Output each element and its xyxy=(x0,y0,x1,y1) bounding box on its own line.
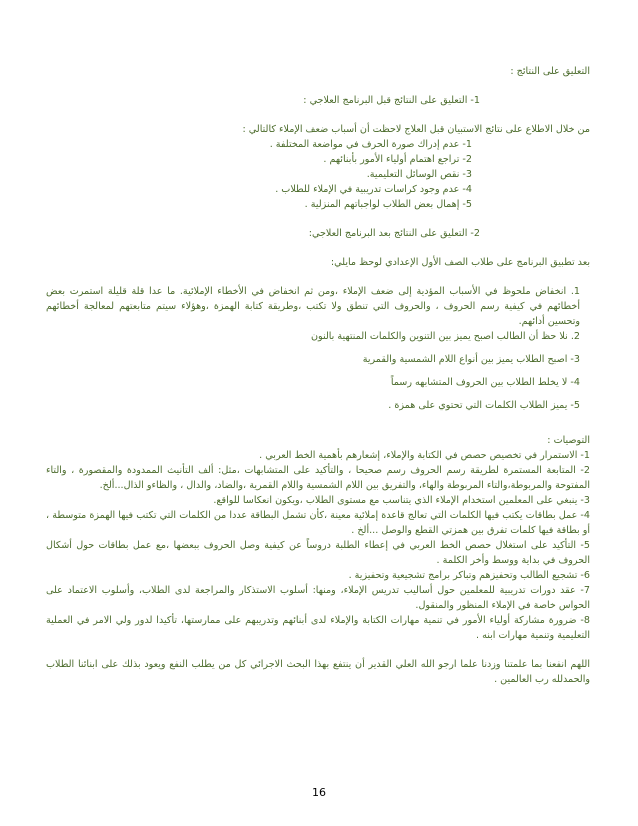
recommendation-item: 4- عمل بطاقات يكتب فيها الكلمات التي تعالج قاعدة إملائية معينة ،كأن تشمل البطاقة عددا من الكلمات التي تكتب فيها الهمزة متوسطة ، أو بطاقة فيها كلمات تفرق بين همزتي القطع والوصل ...ألخ . xyxy=(46,510,590,536)
section2-item: 4- لا يخلط الطلاب بين الحروف المتشابهه رسماً xyxy=(390,377,580,388)
section1-intro: من خلال الاطلاع على نتائج الاستبيان قبل العلاج لاحظت أن أسباب ضعف الإملاء كالتالي : xyxy=(242,124,590,135)
recommendation-item: 7- عقد دورات تدريبية للمعلمين حول أساليب تدريس الإملاء، ومنها: أسلوب الاستذكار والمراجعة لدى الطلاب، وأسلوب الاعتماد على الحواس خاصة في الإملاء المنظور والمنقول. xyxy=(46,585,590,611)
page-number: 16 xyxy=(312,786,326,799)
heading-results-comment: التعليق على النتائج : xyxy=(510,66,590,77)
recommendation-item: 2- المتابعة المستمرة لطريقة رسم الحروف رسم صحيحا ، والتأكيد على المتشابهات ،مثل: ألف التأنيث الممدودة والمقصورة ، والتاء المفتوحة والمربوطة،والتاء المربوطة والهاء، والتفريق بين اللام الشمسية واللام القمرية ،والضاد، والدال ، والظاءو الذال...ألخ. xyxy=(46,465,590,491)
section1-title: 1- التعليق على النتائج قبل البرنامج العلاجي : xyxy=(303,95,480,106)
section2-item: 2. نلا حظ أن الطالب اصبح يميز بين التنوين والكلمات المنتهية بالنون xyxy=(310,331,580,342)
section1-item: 3- نقص الوسائل التعليمية. xyxy=(366,169,472,180)
section1-item: 2- تراجع اهتمام أولياء الأمور بأبنائهم . xyxy=(323,154,472,165)
recommendation-item: 3- ينبغي على المعلمين استخدام الإملاء الذي يتناسب مع مستوى الطلاب ،ويكون انعكاسا للواقع. xyxy=(213,495,590,506)
recommendations-title: التوصيات : xyxy=(547,435,590,446)
recommendation-item: 5- التأكيد على استغلال حصص الخط العربي في إعطاء الطلبة دروساً عن كيفية وصل الحروف ببعضها ،مع عمل بطاقات حول أشكال الحروف في بداية ووسط وأخر الكلمة . xyxy=(46,540,590,566)
section2-item: 3- اصبح الطلاب يميز بين أنواع اللام الشمسية والقمرية xyxy=(362,354,580,365)
recommendation-item: 8- ضرورة مشاركة أولياء الأمور في تنمية مهارات الكتابة والإملاء لدى أبنائهم وتدريبهم على ممارستها، تأكيدا لدور ولي الامر في العملية التعليمية وتنمية مهارات ابنه . xyxy=(46,615,590,641)
closing-prayer: اللهم انفعنا بما علمتنا وزدنا علما ارجو الله العلي القدير أن ينتفع بهذا البحث الاجرائي كل من يطلب النفع ويعود بذلك على ابنائنا الطلاب والحمدلله رب العالمين . xyxy=(46,659,590,685)
recommendation-item: 6- تشجيع الطالب وتحفيزهم وتباكر برامج تشجيعية وتحفيزية . xyxy=(348,570,590,581)
section1-item: 5- إهمال بعض الطلاب لواجباتهم المنزلية . xyxy=(304,199,472,210)
section2-intro: بعد تطبيق البرنامج على طلاب الصف الأول الإعدادي لوحظ مايلي: xyxy=(330,257,590,268)
section2-item-1: 1. انخفاض ملحوظ في الأسباب المؤدية إلى ضعف الإملاء ،ومن ثم انخفاض في الأخطاء الإملائية. ما عدا قلة قليلة استمرت بعض أخطائهم في كيفية رسم الحروف ، والحروف التي تنطق ولا تكتب ،وطريقة كتابة الهمزة ،وهؤلاء سيتم متابعتهم لمعالجة أخطائهم وتحسين أدائهم. xyxy=(46,286,580,327)
section1-item: 4- عدم وجود كراسات تدريبية في الإملاء للطلاب . xyxy=(275,184,472,195)
recommendation-item: 1- الاستمرار في تخصيص حصص في الكتابة والإملاء، إشعارهم بأهمية الخط العربي . xyxy=(259,450,590,461)
section2-title: 2- التعليق على النتائج بعد البرنامج العلاجي: xyxy=(308,228,480,239)
section1-item: 1- عدم إدراك صورة الحرف في مواضعة المختلفة . xyxy=(269,139,472,150)
section2-item: 5- يميز الطلاب الكلمات التي تحتوي على همزة . xyxy=(388,400,580,411)
